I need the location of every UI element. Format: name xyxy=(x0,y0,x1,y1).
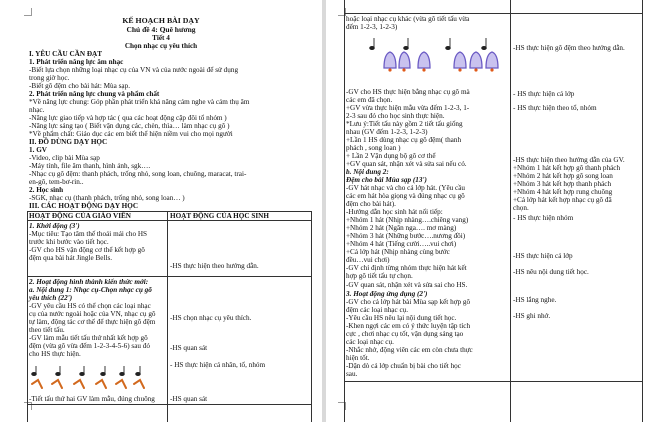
text-line: -GV yêu cầu HS có thể chọn các loại nhạc xyxy=(29,302,151,310)
bell-clapper xyxy=(474,68,477,71)
text-line: -Nhạc cụ gõ đệm: thanh phách, trống nhỏ, song loan, chuông, maracat, trai- xyxy=(29,170,247,178)
clap-symbol xyxy=(52,380,62,388)
note-head xyxy=(101,372,106,375)
activity-heading: yêu thích (22') xyxy=(29,294,73,302)
text-line: phách , song loan ) xyxy=(346,144,401,152)
table-border xyxy=(344,13,642,14)
right-page xyxy=(326,0,650,422)
text-line: -Video, clip bài Mùa sạp xyxy=(29,154,100,162)
bell-clapper xyxy=(402,68,405,71)
table-header-teacher: HOẠT ĐỘNG CỦA GIÁO VIÊN xyxy=(29,212,131,220)
text-line: cực , chơi nhạc cụ tốt, vận dụng sáng tạo xyxy=(346,330,464,338)
text-line: các loại nhạc cụ. xyxy=(346,338,394,346)
text-line: -GV làm mẫu tiết tấu thứ nhất kết hợp gõ xyxy=(29,334,148,342)
section-heading: III. CÁC HOẠT ĐỘNG DẠY HỌC xyxy=(29,202,139,210)
text-line: +Lần 1 HS dùng nhạc cụ gõ đệm( thanh xyxy=(346,136,462,144)
text-line: -GV chỉ định từng nhóm thực hiện hát kết xyxy=(346,264,467,272)
student-activity: - HS thực hiện cá nhân, tổ, nhóm xyxy=(170,361,266,369)
activity-heading: 3. Hoạt động ứng dụng (2') xyxy=(346,290,428,298)
subsection-heading: 2. Học sinh xyxy=(29,186,64,194)
text-line: en-gô, tem-bơ-rin.. xyxy=(29,178,84,186)
student-activity: +Nhóm 2 hát kết hợp gõ song loan xyxy=(513,172,613,180)
student-activity: -HS thực hiện gõ đệm theo hướng dẫn. xyxy=(513,44,625,52)
student-activity: -HS chọn nhạc cụ yêu thích. xyxy=(170,314,252,322)
text-line: +Nhóm 4 hát (Tiếng cười…..vui chơi) xyxy=(346,240,457,248)
table-border xyxy=(311,211,312,422)
text-line: các em hát hòa giọng và đúng nhạc cụ gõ xyxy=(346,192,465,200)
text-line: -Mục tiêu: Tạo tâm thế thoải mái cho HS xyxy=(29,230,148,238)
note-head xyxy=(136,372,141,375)
subsection-heading: 2. Phát triển năng lực chung và phẩm chất xyxy=(29,90,160,98)
text-line: -Khen ngợi các em có ý thức luyện tập tích xyxy=(346,322,471,330)
student-activity: - HS thực hiện cá lớp xyxy=(513,90,575,98)
subsection-heading: 1. GV xyxy=(29,146,47,154)
subsection-heading: 1. Phát triển năng lực âm nhạc xyxy=(29,58,124,66)
text-line: -GV hát nhạc và cho cả lớp hát. (Yêu cầu xyxy=(346,184,466,192)
text-line: cho HS thực hiện. xyxy=(29,350,81,358)
text-line: theo tiết tấu. xyxy=(29,326,65,334)
text-line: trước khi bước vào tiết học. xyxy=(29,238,109,246)
text-line: -Năng lực giao tiếp và hợp tác ( qua các hoạt động cặp đôi tổ nhóm ) xyxy=(29,114,227,122)
text-line: -SGK, nhạc cụ (thanh phách, trống nhỏ, song loan… ) xyxy=(29,194,185,202)
table-border xyxy=(344,0,345,422)
text-line: -Hướng dẫn học sinh hát nối tiếp: xyxy=(346,208,443,216)
student-activity: chọn. xyxy=(513,204,529,212)
text-line: đệm cho bài hát). xyxy=(346,200,396,208)
section-heading: I. YÊU CẦU CẦN ĐẠT xyxy=(29,50,103,58)
text-line: -GV cho cả lớp hát bài Mùa sạp kết hợp gõ xyxy=(346,298,471,306)
bell-clapper xyxy=(490,68,493,71)
text-line: đệm qua bài hát Jingle Bells. xyxy=(29,254,113,262)
table-header-student: HOẠT ĐỘNG CỦA HỌC SINH xyxy=(170,212,269,220)
student-activity: -HS lắng nghe. xyxy=(513,296,557,304)
student-activity: -HS thực hiện cả lớp xyxy=(513,252,573,260)
table-border xyxy=(510,0,511,422)
table-border xyxy=(27,211,28,422)
student-activity: - HS thực hiện nhóm xyxy=(513,214,574,222)
lesson-title: Chọn nhạc cụ yêu thích xyxy=(124,42,198,50)
activity-heading: 1. Khởi động (3') xyxy=(29,222,80,230)
clap-symbol xyxy=(74,380,84,388)
clap-symbol xyxy=(96,380,106,388)
activity-heading: a. Nội dung 1: Nhạc cụ-Chọn nhạc cụ gõ xyxy=(29,286,152,294)
student-activity: -HS thực hiện theo hướng dẫn. xyxy=(170,262,259,270)
text-line: -Biết lựa chọn những loại nhạc cụ của VN và của nước ngoài để sử dụng xyxy=(29,66,239,74)
student-activity: -HS quan sát xyxy=(170,344,208,352)
table-border xyxy=(167,211,168,422)
crop-mark xyxy=(24,8,32,16)
rhythm-notation-figure xyxy=(30,362,155,392)
note-head xyxy=(56,372,61,375)
text-line: các em đã chọn. xyxy=(346,96,393,104)
text-line: +GV vừa thực hiện mẫu vừa đếm 1-2-3, 1- xyxy=(346,104,470,112)
text-line: +Nhóm 3 hát (Những bước….nương đồi) xyxy=(346,232,466,240)
bell-clapper xyxy=(422,68,425,71)
student-activity: +Nhóm 4 hát kết hợp rung chuông xyxy=(513,188,613,196)
clap-symbol xyxy=(32,380,42,388)
bell-icon xyxy=(486,52,498,68)
text-line: *Về phẩm chất: Giáo dục các em biết thể hiện niềm vui cho mọi người xyxy=(29,130,233,138)
text-line: hoặc loại nhạc cụ khác (vừa gõ tiết tấu vừa xyxy=(346,15,470,23)
text-line: cụ của nước ngoài hoặc của VN, nhạc cụ gõ xyxy=(29,310,156,318)
text-line: -GV cho HS thực hiện bằng nhạc cụ gõ mà xyxy=(346,88,470,96)
text-line: hợp gõ tiết tấu tự chọn. xyxy=(346,272,413,280)
activity-heading: b. Nội dung 2: xyxy=(346,168,389,176)
student-activity: +Nhóm 1 hát kết hợp gõ thanh phách xyxy=(513,164,621,172)
text-line: +Cả lớp hát (Nhịp nhàng cùng bước xyxy=(346,248,450,256)
student-activity: -HS quan sát xyxy=(170,395,208,403)
note-head xyxy=(80,372,85,375)
table-border xyxy=(344,381,642,382)
text-line: -Yêu cầu HS nêu lại nội dung tiết học. xyxy=(346,314,457,322)
table-border xyxy=(27,404,311,405)
left-page xyxy=(0,0,322,422)
bell-icon xyxy=(399,52,410,68)
text-line: +GV quan sát, nhận xét và sửa sai nếu có. xyxy=(346,160,467,168)
bell-icon xyxy=(384,52,396,68)
text-line: nhau (GV đếm 1-2-3, 1-2-3) xyxy=(346,128,428,136)
text-line: sau. xyxy=(346,370,358,378)
text-line: nhạc. xyxy=(29,106,45,114)
text-line: đệm các loại nhạc cụ. xyxy=(346,306,409,314)
text-line: đều…vui chơi) xyxy=(346,256,390,264)
text-line: 2-3 sau đó cho học sinh thực hiện. xyxy=(346,112,445,120)
text-line: tự làm, động tác cơ thể để thực hiện gõ đệm xyxy=(29,318,156,326)
table-border xyxy=(27,276,311,277)
bell-icon xyxy=(454,52,466,68)
bell-clapper xyxy=(458,68,461,71)
student-activity: +Cả lớp hát kết hợp nhạc cụ gõ đã xyxy=(513,196,612,204)
text-line: -Dặn dò cả lớp chuẩn bị bài cho tiết học xyxy=(346,362,461,370)
student-activity: -HS thực hiện theo hướng dẫn của GV. xyxy=(513,156,625,164)
bell-rhythm-figure xyxy=(366,32,501,74)
table-border xyxy=(642,0,643,422)
text-line: đệm (vừa gõ vừa đếm 1-2-3-4-5-6) sau đó xyxy=(29,342,150,350)
text-line: + Lần 2 Vận dụng bộ gõ cơ thể xyxy=(346,152,436,160)
text-line: +Nhóm 2 hát (Ngân nga…. mơ màng) xyxy=(346,224,457,232)
bell-icon xyxy=(470,52,482,68)
text-line: *Về năng lực chung: Góp phần phát triển khả năng cảm nghe và cảm thụ âm xyxy=(29,98,250,106)
text-line: -Máy tính, file âm thanh, hình ảnh, sgk…. xyxy=(29,162,151,170)
note-head xyxy=(32,372,37,375)
bell-clapper xyxy=(388,68,391,71)
student-activity: -HS nêu nội dung tiết học. xyxy=(513,268,589,276)
doc-title: KẾ HOẠCH BÀI DẠY xyxy=(122,16,200,25)
text-line: *Lưu ý:Tiết tấu này gồm 2 tiết tấu giống xyxy=(346,120,463,128)
student-activity: -HS ghi nhớ. xyxy=(513,312,551,320)
bell-icon xyxy=(418,52,430,68)
clap-symbol xyxy=(116,380,126,388)
text-line: hiện tốt. xyxy=(346,354,370,362)
topic-title: Chủ đề 4: Quê hương xyxy=(126,25,196,34)
text-line: đếm 1-2-3, 1-2-3) xyxy=(346,23,398,31)
activity-heading: Đệm cho bài Mùa sạp (13') xyxy=(346,176,427,184)
lesson-number: Tiết 4 xyxy=(152,34,170,42)
text-line: -GV cho HS vận động cơ thể kết hợp gõ xyxy=(29,246,145,254)
text-line: -Biết gõ đệm cho bài hát: Mùa sạp. xyxy=(29,82,131,90)
text-line: +Nhóm 1 hát (Nhịp nhàng….chiêng vang) xyxy=(346,216,469,224)
text-line: -Nhắc nhở, động viên các em còn chưa thực xyxy=(346,346,473,354)
text-line: -GV quan sát, nhận xét và sửa sai cho HS. xyxy=(346,281,468,289)
activity-heading: 2. Hoạt động hình thành kiến thức mới: xyxy=(29,278,149,286)
clap-symbol xyxy=(134,380,144,388)
note-head xyxy=(120,372,125,375)
text-line: trong giờ học. xyxy=(29,74,70,82)
student-activity: - HS thực hiện theo tổ, nhóm xyxy=(513,104,597,112)
text-line: -Tiết tấu thứ hai GV làm mẫu, đúng chuông xyxy=(29,395,155,403)
section-heading: II. ĐỒ DÙNG DẠY HỌC xyxy=(29,138,108,146)
student-activity: +Nhóm 3 hát kết hợp thanh phách xyxy=(513,180,612,188)
text-line: -Năng lực sáng tạo ( Biết vận dụng các, chèn, thìa… làm nhạc cụ gõ ) xyxy=(29,122,230,130)
